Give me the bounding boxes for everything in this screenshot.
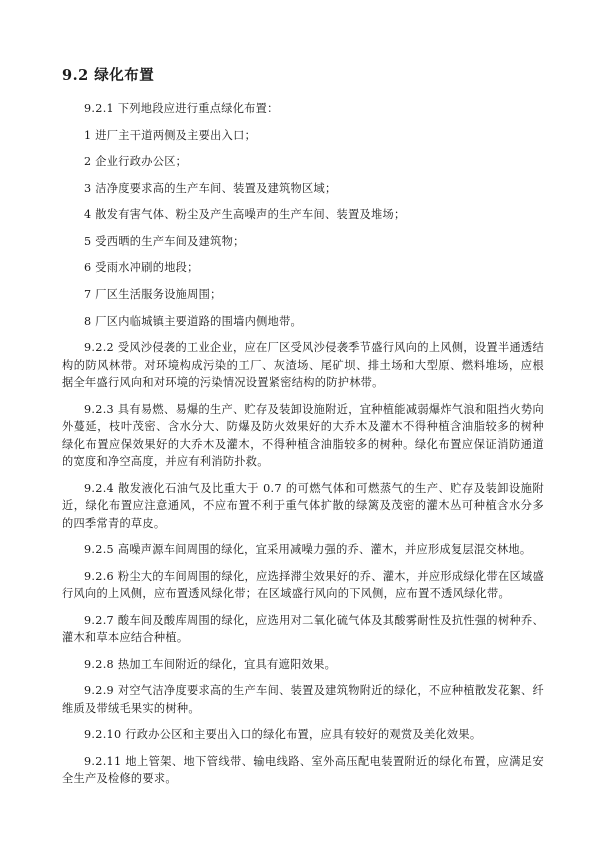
paragraph-9-2-10: 9.2.10 行政办公区和主要出入口的绿化布置，应具有较好的观赏及美化效果。 [84, 728, 482, 742]
paragraph-9-2-7: 9.2.7 酸车间及酸库周围的绿化，应选用对二氧化硫气体及其酸雾耐性及抗性强的树种乔、灌木和草本应结合种植。 [62, 613, 544, 645]
paragraph-9-2-2: 9.2.2 受风沙侵袭的工业企业，应在厂区受风沙侵袭季节盛行风向的上风侧，设置半通透结构的防风林带。对环境构成污染的工厂、灰渣场、尾矿坝、排土场和大型原、燃料堆场，应根据全年盛行风向和对环境的污染情况设置紧密结构的防护林带。 [62, 341, 544, 390]
paragraph-9-2-4: 9.2.4 散发液化石油气及比重大于 0.7 的可燃气体和可燃蒸气的生产、贮存及装卸设施附近，绿化布置应注意通风，不应布置不利于重气体扩散的绿篱及茂密的灌木丛可种植含水分多的四季常青的草皮。 [62, 481, 544, 530]
list-item-4: 4 散发有害气体、粉尘及产生高噪声的生产车间、装置及堆场； [84, 208, 406, 222]
list-item-8: 8 厂区内临城镇主要道路的围墙内侧地带。 [84, 314, 303, 328]
list-item-3: 3 洁净度要求高的生产车间、装置及建筑物区域； [84, 181, 337, 195]
paragraph-9-2-8: 9.2.8 热加工车间附近的绿化，宜具有遮阳效果。 [84, 657, 337, 671]
paragraph-9-2-3: 9.2.3 具有易燃、易爆的生产、贮存及装卸设施附近，宜种植能减弱爆炸气浪和阻挡火势向外蔓延，枝叶茂密、含水分大、防爆及防火效果好的大乔木及灌木不得种植含油脂较多的树种绿化布置应保效果好的大乔木及灌木，不得种植含油脂较多的树种。绿化布置应保证消防通道的宽度和净空高度，并应有利消防扑救。 [62, 402, 544, 469]
section-title: 9.2 绿化布置 [62, 67, 155, 84]
paragraph-9-2-1: 9.2.1 下列地段应进行重点绿化布置： [84, 102, 279, 115]
list-item-5: 5 受西晒的生产车间及建筑物； [84, 234, 245, 248]
paragraph-9-2-9: 9.2.9 对空气洁净度要求高的生产车间、装置及建筑物附近的绿化，不应种植散发花絮、纤维质及带绒毛果实的树种。 [62, 684, 544, 715]
paragraph-9-2-11: 9.2.11 地上管架、地下管线带、输电线路、室外高压配电装置附近的绿化布置，应满足安全生产及检修的要求。 [62, 754, 544, 786]
list-item-2: 2 企业行政办公区； [84, 155, 188, 169]
document-body [62, 100, 544, 797]
list-item-1: 1 进厂主干道两侧及主要出入口； [84, 128, 257, 142]
list-item-6: 6 受雨水冲刷的地段； [84, 261, 199, 275]
paragraph-9-2-5: 9.2.5 高噪声源车间周围的绿化，宜采用减噪力强的乔、灌木，并应形成复层混交林地。 [84, 543, 532, 557]
list-item-7: 7 厂区生活服务设施周围； [84, 288, 222, 302]
paragraph-9-2-6: 9.2.6 粉尘大的车间周围的绿化，应选择滞尘效果好的乔、灌木，并应形成绿化带在区域盛行风向的上风侧，应布置透风绿化带；在区域盛行风向的下风侧，应布置不透风绿化带。 [62, 569, 544, 601]
